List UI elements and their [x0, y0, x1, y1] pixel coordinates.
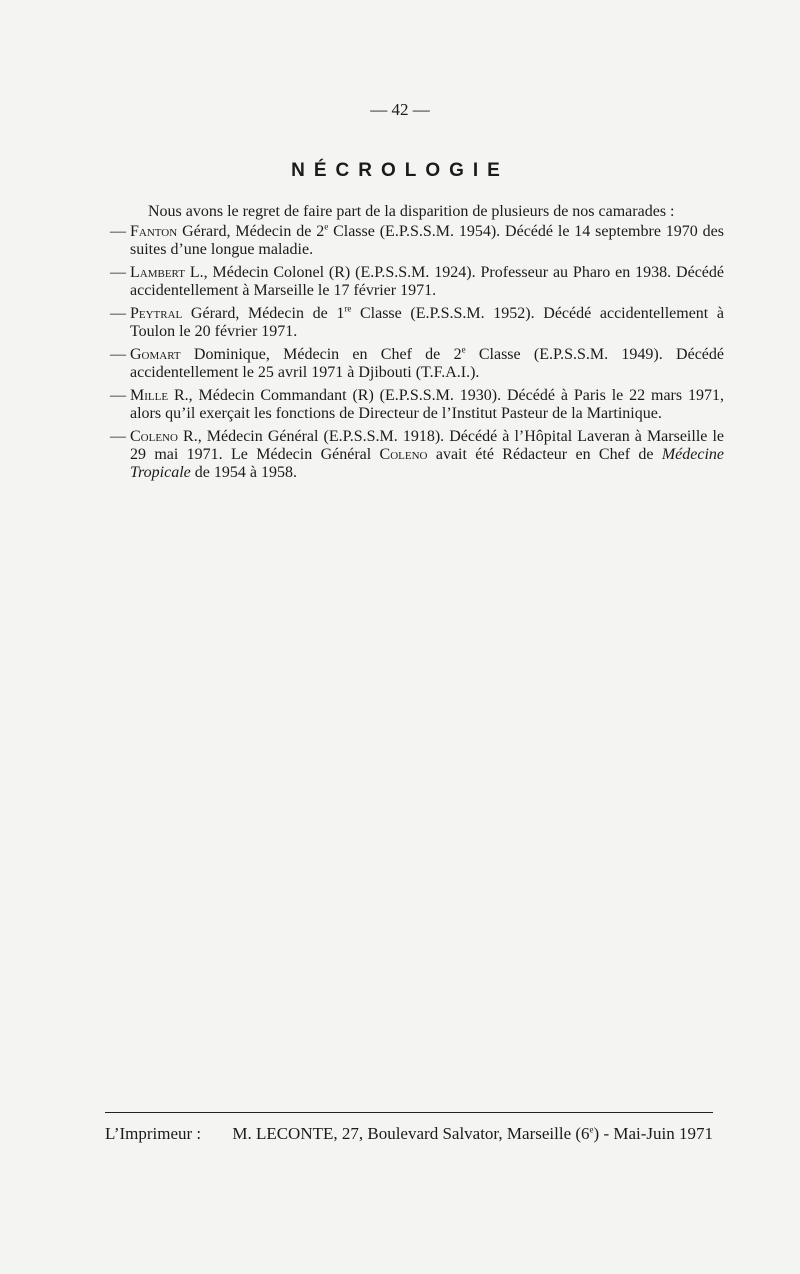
- entry-text: avait été Rédacteur en Chef de: [427, 446, 662, 463]
- entry-text: R., Médecin Général (E.P.S.S.M. 1918). Décédé à l’Hôpital Laveran à Marseille le 29 mai 1971. Le Médecin Général: [130, 428, 724, 463]
- footer-address: M. LECONTE, 27, Boulevard Salvator, Marseille (6: [232, 1124, 590, 1143]
- obituary-list: [110, 203, 724, 487]
- entry-text: Gérard, Médecin de 1: [182, 305, 345, 322]
- ordinal-superscript: e: [589, 1124, 594, 1135]
- page-title: NÉCROLOGIE: [291, 160, 509, 181]
- entry-dash: —: [110, 264, 126, 281]
- entry-text: Dominique, Médecin en Chef de 2: [180, 346, 462, 363]
- entry-text: R., Médecin Commandant (R) (E.P.S.S.M. 1930). Décédé à Paris le 22 mars 1971, alors qu’il exerçait les fonctions de Directeur de l’Institut Pasteur de la Martinique.: [130, 387, 724, 422]
- page-number: — 42 —: [370, 100, 430, 119]
- entry-name: Fanton: [130, 223, 178, 240]
- obituary-entry-gomart: [110, 346, 724, 382]
- entry-name: Gomart: [130, 346, 181, 363]
- entry-text: de 1954 à 1958.: [190, 464, 297, 481]
- printer-footer: [105, 1124, 713, 1144]
- entry-text: Classe (E.P.S.S.M. 1949). Décédé accidentellement le 25 avril 1971 à Djibouti (T.F.A.I.).: [130, 346, 725, 381]
- entry-text: Classe (E.P.S.S.M. 1954). Décédé le 14 septembre 1970 des suites d’une longue maladie.: [130, 223, 725, 258]
- footer-printer-details: [232, 1124, 713, 1144]
- footer-label: L’Imprimeur :: [105, 1124, 202, 1143]
- intro-paragraph: Nous avons le regret de faire part de la disparition de plusieurs de nos camarades :: [148, 203, 675, 220]
- entry-name: Mille: [130, 387, 169, 404]
- obituary-entry-fanton: [110, 223, 724, 259]
- entry-dash: —: [110, 223, 126, 240]
- entry-text: Classe (E.P.S.S.M. 1952). Décédé accidentellement à Toulon le 20 février 1971.: [130, 305, 724, 340]
- obituary-entry-mille: [110, 387, 724, 423]
- entry-text: Gérard, Médecin de 2: [177, 223, 325, 240]
- journal-title: Médecine Tropicale: [130, 446, 724, 481]
- obituary-entry-lambert: [110, 264, 724, 300]
- entry-dash: —: [110, 387, 126, 404]
- entry-name: Lambert: [130, 264, 185, 281]
- entry-dash: —: [110, 346, 126, 363]
- entry-dash: —: [110, 428, 126, 445]
- footer-date: ) - Mai-Juin 1971: [593, 1124, 713, 1143]
- obituary-entry-coleno: [110, 428, 724, 482]
- footer-divider: [105, 1112, 713, 1113]
- entry-dash: —: [110, 305, 126, 322]
- entry-name-reference: Coleno: [379, 446, 428, 463]
- entry-name: Coleno: [130, 428, 178, 445]
- obituary-entry-peytral: [110, 305, 724, 341]
- entry-name: Peytral: [130, 305, 183, 322]
- entry-text: L., Médecin Colonel (R) (E.P.S.S.M. 1924). Professeur au Pharo en 1938. Décédé accidentellement à Marseille le 17 février 1971.: [130, 264, 724, 299]
- ordinal-superscript: e: [324, 221, 329, 232]
- ordinal-superscript: e: [461, 344, 466, 355]
- ordinal-superscript: re: [344, 303, 352, 314]
